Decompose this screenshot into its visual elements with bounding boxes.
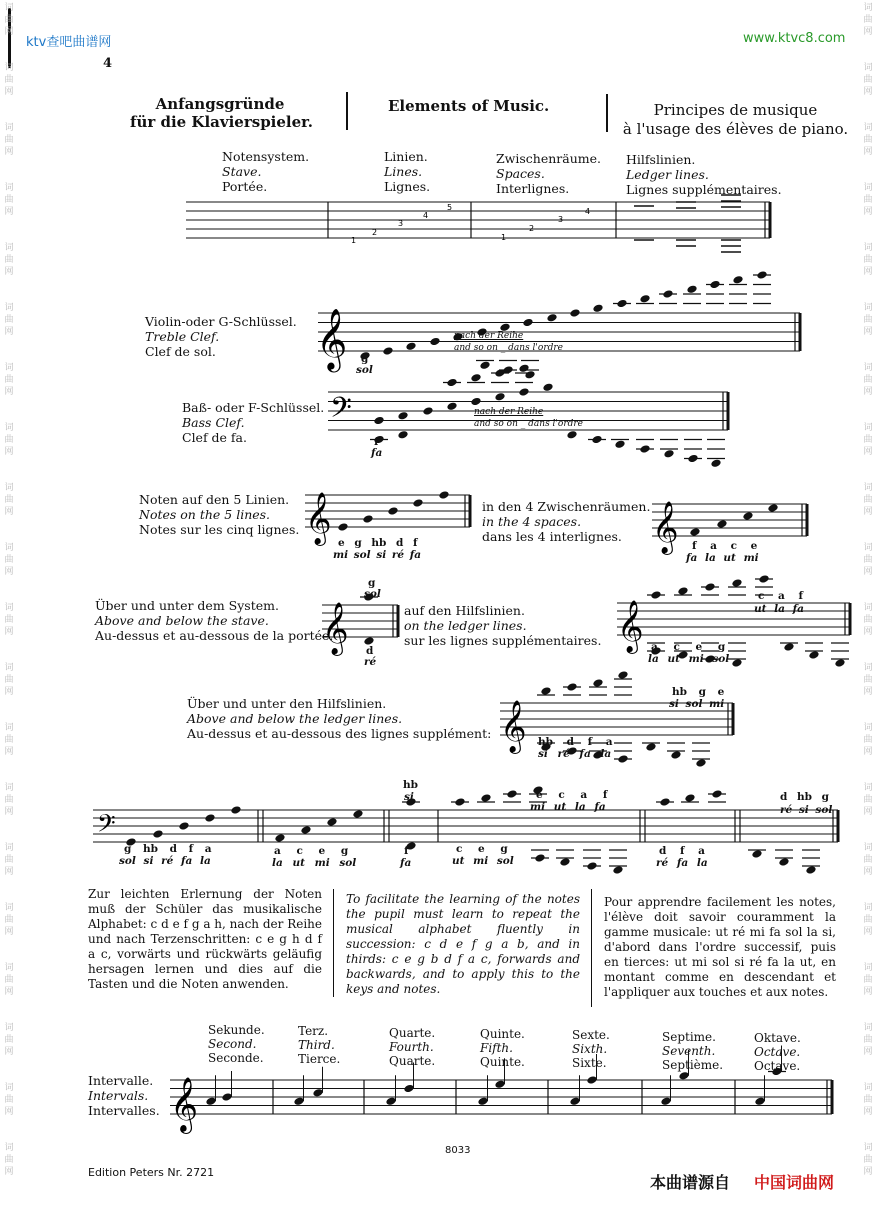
note-head <box>152 829 163 838</box>
note-head <box>438 490 449 499</box>
bass-solfege: fa <box>371 447 383 459</box>
footer-plate-number: 8033 <box>445 1145 471 1156</box>
note-head <box>403 1084 414 1093</box>
term-lines: Linien. Lines. Lignes. <box>384 149 431 194</box>
note-head <box>716 519 727 528</box>
note-head <box>221 1092 232 1101</box>
beyond-top-notes: hb g e <box>672 686 725 698</box>
note-head <box>454 797 465 806</box>
bassrow-g1-sol: sol si ré fa la <box>119 855 211 867</box>
interval-octave: Oktave. Octave. Octave. <box>754 1031 801 1073</box>
note-head <box>591 435 602 444</box>
note-head <box>337 522 348 531</box>
note-head <box>362 514 373 523</box>
bassrow-g2-sol: la ut mi sol <box>272 857 357 869</box>
side-watermark-left: 词 曲 网 词 曲 网 词 曲 网 词 曲 网 词 曲 网 词 曲 网 词 曲 网 词 曲 网 词 曲 网 词 曲 网 词 曲 网 词 曲 网 词 曲 网 词 曲 网 词 曲 网 词 曲 网 词 曲 网 词 曲 网 词 曲 网 词 曲 网 <box>4 3 14 1177</box>
bassrow-g3-top-sol: si <box>404 791 414 803</box>
note-head <box>429 337 440 346</box>
note-head <box>650 590 661 599</box>
note-head <box>783 642 794 651</box>
treble-clef-icon: 𝄞 <box>170 1077 199 1132</box>
note-head <box>470 373 481 382</box>
bassrow-g6-top: d hb g <box>780 791 829 803</box>
note-head <box>178 821 189 830</box>
note-head <box>686 285 697 294</box>
note-head <box>639 444 650 453</box>
note-head <box>689 527 700 536</box>
note-head <box>612 865 623 874</box>
interval-seventh: Septime. Seventh. Septième. <box>662 1030 724 1072</box>
title-german: Anfangsgründe für die Klavierspieler. <box>130 95 313 131</box>
ledger-top-notes: c a f <box>758 590 804 602</box>
note-head <box>684 793 695 802</box>
line-number: 4 <box>423 211 429 220</box>
watermark-bottom-site: 中国词曲网 <box>754 1173 835 1192</box>
note-head <box>326 817 337 826</box>
beyond-top-solfege: si sol mi <box>669 698 725 710</box>
line-number: 2 <box>529 224 535 233</box>
paragraph-divider <box>591 889 592 1007</box>
note-head <box>422 406 433 415</box>
note-head <box>660 1097 671 1106</box>
note-head <box>397 430 408 439</box>
bass-clef-label: Baß- oder F-Schlüssel. Bass Clef. Clef de fa. <box>182 400 325 445</box>
treble-seq-de: nach der Reihe <box>454 331 524 341</box>
bassrow-g4-top: e c a f <box>536 789 608 801</box>
line-number: 1 <box>501 233 507 242</box>
note-head <box>704 582 715 591</box>
ledger-label: auf den Hilfslinien. on the ledger lines. sur les lignes supplémentaires. <box>404 603 602 648</box>
bass-note-name: f <box>374 436 379 448</box>
bass-clef-icon: 𝄢 <box>97 809 116 843</box>
bassrow-g4-notes: c e g <box>456 843 508 855</box>
note-head <box>678 1071 689 1080</box>
line-number: 1 <box>351 236 357 245</box>
note-head <box>834 658 845 667</box>
note-head <box>522 318 533 327</box>
watermark-top-left: ktv查吧曲谱网 <box>26 35 112 50</box>
note-head <box>569 1097 580 1106</box>
lines-notes: e g hb d f <box>338 537 418 549</box>
beyond-ledger-label: Über und unter den Hilfslinien. Above and below the ledger lines. Au-dessus et au-dessous des lignes supplément: <box>187 696 492 741</box>
note-head <box>373 416 384 425</box>
term-stave: Notensystem. Stave. Portée. <box>222 149 310 194</box>
ledger-top-solfege: ut la fa <box>754 603 804 615</box>
paragraph-french: Pour apprendre facilement les notes, l'élève doit savoir couramment la gamme musicale: ut ré mi fa sol la si, d'abord dans l'ordre successif, puis en tierces: ut mi sol si ré fa la ut, en montant comme en descendant et l'appliquer aux touches et aux notes. <box>604 895 836 999</box>
spaces-label: in den 4 Zwischenräumen. in the 4 spaces. dans les 4 interlignes. <box>482 499 651 544</box>
note-head <box>614 440 625 449</box>
note-head <box>709 280 720 289</box>
note-head <box>754 1097 765 1106</box>
lines-solfege: mi sol si ré fa <box>333 549 422 561</box>
interval-third: Terz. Third. Tierce. <box>298 1024 341 1066</box>
note-head <box>480 793 491 802</box>
line-number: 4 <box>585 207 591 216</box>
line-number: 3 <box>558 215 564 224</box>
bassrow-g3-top: hb <box>403 779 418 791</box>
note-head <box>592 678 603 687</box>
note-head <box>662 289 673 298</box>
note-head <box>382 346 393 355</box>
paragraph-divider <box>333 889 334 997</box>
bassrow-g6-top-sol: ré si sol <box>780 804 833 816</box>
bass-clef-icon: 𝄢 <box>330 391 352 432</box>
title-french: Principes de musique à l'usage des élèves de piano. <box>622 101 849 138</box>
note-head <box>639 294 650 303</box>
note-head <box>767 503 778 512</box>
interval-fifth: Quinte. Fifth. Quinte. <box>480 1027 525 1069</box>
term-spaces: Zwischenräume. Spaces. Interlignes. <box>496 151 601 196</box>
note-head <box>732 275 743 284</box>
intervals-label: Intervalle. Intervals. Intervalles. <box>88 1073 160 1118</box>
treble-clef-icon: 𝄞 <box>500 699 527 752</box>
note-head <box>616 299 627 308</box>
note-head <box>695 758 706 767</box>
note-head <box>506 789 517 798</box>
side-watermark-right: 词 曲 网 词 曲 网 词 曲 网 词 曲 网 词 曲 网 词 曲 网 词 曲 网 词 曲 网 词 曲 网 词 曲 网 词 曲 网 词 曲 网 词 曲 网 词 曲 网 词 曲 网 词 曲 网 词 曲 网 词 曲 网 词 曲 网 词 曲 网 <box>863 3 873 1177</box>
note-head <box>352 809 363 818</box>
interval-sixth: Sexte. Sixth. Sixte. <box>572 1028 610 1070</box>
treble-clef-icon: 𝄞 <box>617 599 644 652</box>
note-head <box>617 670 628 679</box>
treble-solfege: sol <box>356 364 373 376</box>
below-note: d <box>366 645 374 657</box>
above-note: g <box>368 577 376 589</box>
bassrow-g3-notes: f <box>404 845 409 857</box>
interval-fourth: Quarte. Fourth. Quarte. <box>389 1026 436 1068</box>
watermark-top-right: www.ktvc8.com <box>743 31 846 46</box>
title-english: Elements of Music. <box>388 97 550 115</box>
note-head <box>534 853 545 862</box>
note-head <box>446 378 457 387</box>
treble-clef-label: Violin-oder G-Schlüssel. Treble Clef. Clef de sol. <box>145 314 297 359</box>
lines-label: Noten auf den 5 Linien. Notes on the 5 lines. Notes sur les cinq lignes. <box>139 492 300 537</box>
note-head <box>710 459 721 468</box>
note-head <box>731 658 742 667</box>
note-head <box>566 430 577 439</box>
note-head <box>592 304 603 313</box>
bass-seq-de: nach der Reihe <box>474 407 544 417</box>
term-ledger: Hilfslinien. Ledger lines. Lignes supplémentaires. <box>626 152 782 197</box>
note-head <box>546 313 557 322</box>
bassrow-g4-sol: ut mi sol <box>452 855 514 867</box>
watermark-bottom-source: 本曲谱源自 <box>650 1173 731 1192</box>
paragraph-english: To facilitate the learning of the notes the pupil must learn to repeat the musical alphabet fluently in succession: c d e f g a b, and in thirds: c e g b d f a c, forwards and backwards, and to apply this to the keys and notes. <box>346 892 580 996</box>
spaces-solfege: fa la ut mi <box>686 552 759 564</box>
bassrow-g1-notes: g hb d f a <box>124 843 212 855</box>
note-head <box>751 849 762 858</box>
note-head <box>274 833 285 842</box>
treble-clef-icon: 𝄞 <box>316 308 348 370</box>
note-head <box>663 449 674 458</box>
ledger-bottom-solfege: la ut mi sol <box>648 653 730 665</box>
bass-seq-en: and so on _ dans l'ordre <box>474 419 584 429</box>
note-head <box>494 1080 505 1089</box>
beyond-bottom-solfege: si ré fa la <box>538 748 612 760</box>
note-head <box>778 857 789 866</box>
note-head <box>412 498 423 507</box>
paragraph-german: Zur leichten Erlernung der Noten muß der Schüler das musikalische Alphabet: c d e f g a h, nach der Reihe und nach Terzenschritten: c e g h d f a c, vorwärts und rückwärts geläufig hersagen lernen und dies auf die Tasten und die Noten anwenden. <box>88 887 322 991</box>
note-head <box>566 682 577 691</box>
note-head <box>542 383 553 392</box>
note-head <box>397 411 408 420</box>
note-head <box>586 1075 597 1084</box>
note-head <box>524 370 535 379</box>
note-head <box>230 805 241 814</box>
note-head <box>670 750 681 759</box>
note-head <box>518 387 529 396</box>
note-head <box>617 754 628 763</box>
ledger-bottom-notes: a c e g <box>651 641 726 653</box>
note-head <box>559 857 570 866</box>
page-number: 4 <box>103 56 113 71</box>
note-head <box>446 402 457 411</box>
note-head <box>470 397 481 406</box>
note-head <box>300 825 311 834</box>
note-head <box>477 1097 488 1106</box>
beyond-bottom-notes: hb d f a <box>538 736 613 748</box>
note-head <box>711 789 722 798</box>
note-head <box>659 797 670 806</box>
line-number: 5 <box>447 203 453 212</box>
note-head <box>677 586 688 595</box>
note-head <box>387 506 398 515</box>
note-head <box>405 342 416 351</box>
bassrow-g5-notes: d f a <box>659 845 705 857</box>
interval-second: Sekunde. Second. Seconde. <box>208 1023 265 1065</box>
above-solfege: sol <box>364 588 381 600</box>
note-head <box>293 1097 304 1106</box>
note-head <box>385 1097 396 1106</box>
note-head <box>204 813 215 822</box>
treble-clef-icon: 𝄞 <box>652 500 679 553</box>
bassrow-g4-top-sol: mi ut la fa <box>530 801 606 813</box>
spaces-notes: f a c e <box>692 540 758 552</box>
note-head <box>494 392 505 401</box>
note-head <box>758 574 769 583</box>
line-number: 2 <box>372 228 378 237</box>
note-head <box>805 865 816 874</box>
treble-note-name: g <box>361 353 369 365</box>
note-head <box>569 308 580 317</box>
bassrow-g3-sol: fa <box>400 857 412 869</box>
bassrow-g5-sol: ré fa la <box>656 857 708 869</box>
below-solfege: ré <box>364 656 377 668</box>
note-head <box>731 578 742 587</box>
note-head <box>540 686 551 695</box>
above-below-label: Über und unter dem System. Above and below the stave. Au-dessus et au-dessous de la portée. <box>95 598 334 643</box>
note-head <box>687 454 698 463</box>
note-head <box>205 1097 216 1106</box>
note-head <box>756 270 767 279</box>
footer-edition: Edition Peters Nr. 2721 <box>88 1166 215 1179</box>
bassrow-g2-notes: a c e g <box>274 845 349 857</box>
line-number: 3 <box>398 219 404 228</box>
note-head <box>312 1088 323 1097</box>
note-head <box>742 511 753 520</box>
note-head <box>645 742 656 751</box>
treble-clef-icon: 𝄞 <box>322 601 349 654</box>
treble-seq-en: and so on _ dans l'ordre <box>454 343 564 353</box>
note-head <box>518 364 529 373</box>
note-head <box>586 861 597 870</box>
note-head <box>479 361 490 370</box>
note-head <box>808 650 819 659</box>
treble-clef-icon: 𝄞 <box>305 491 332 544</box>
